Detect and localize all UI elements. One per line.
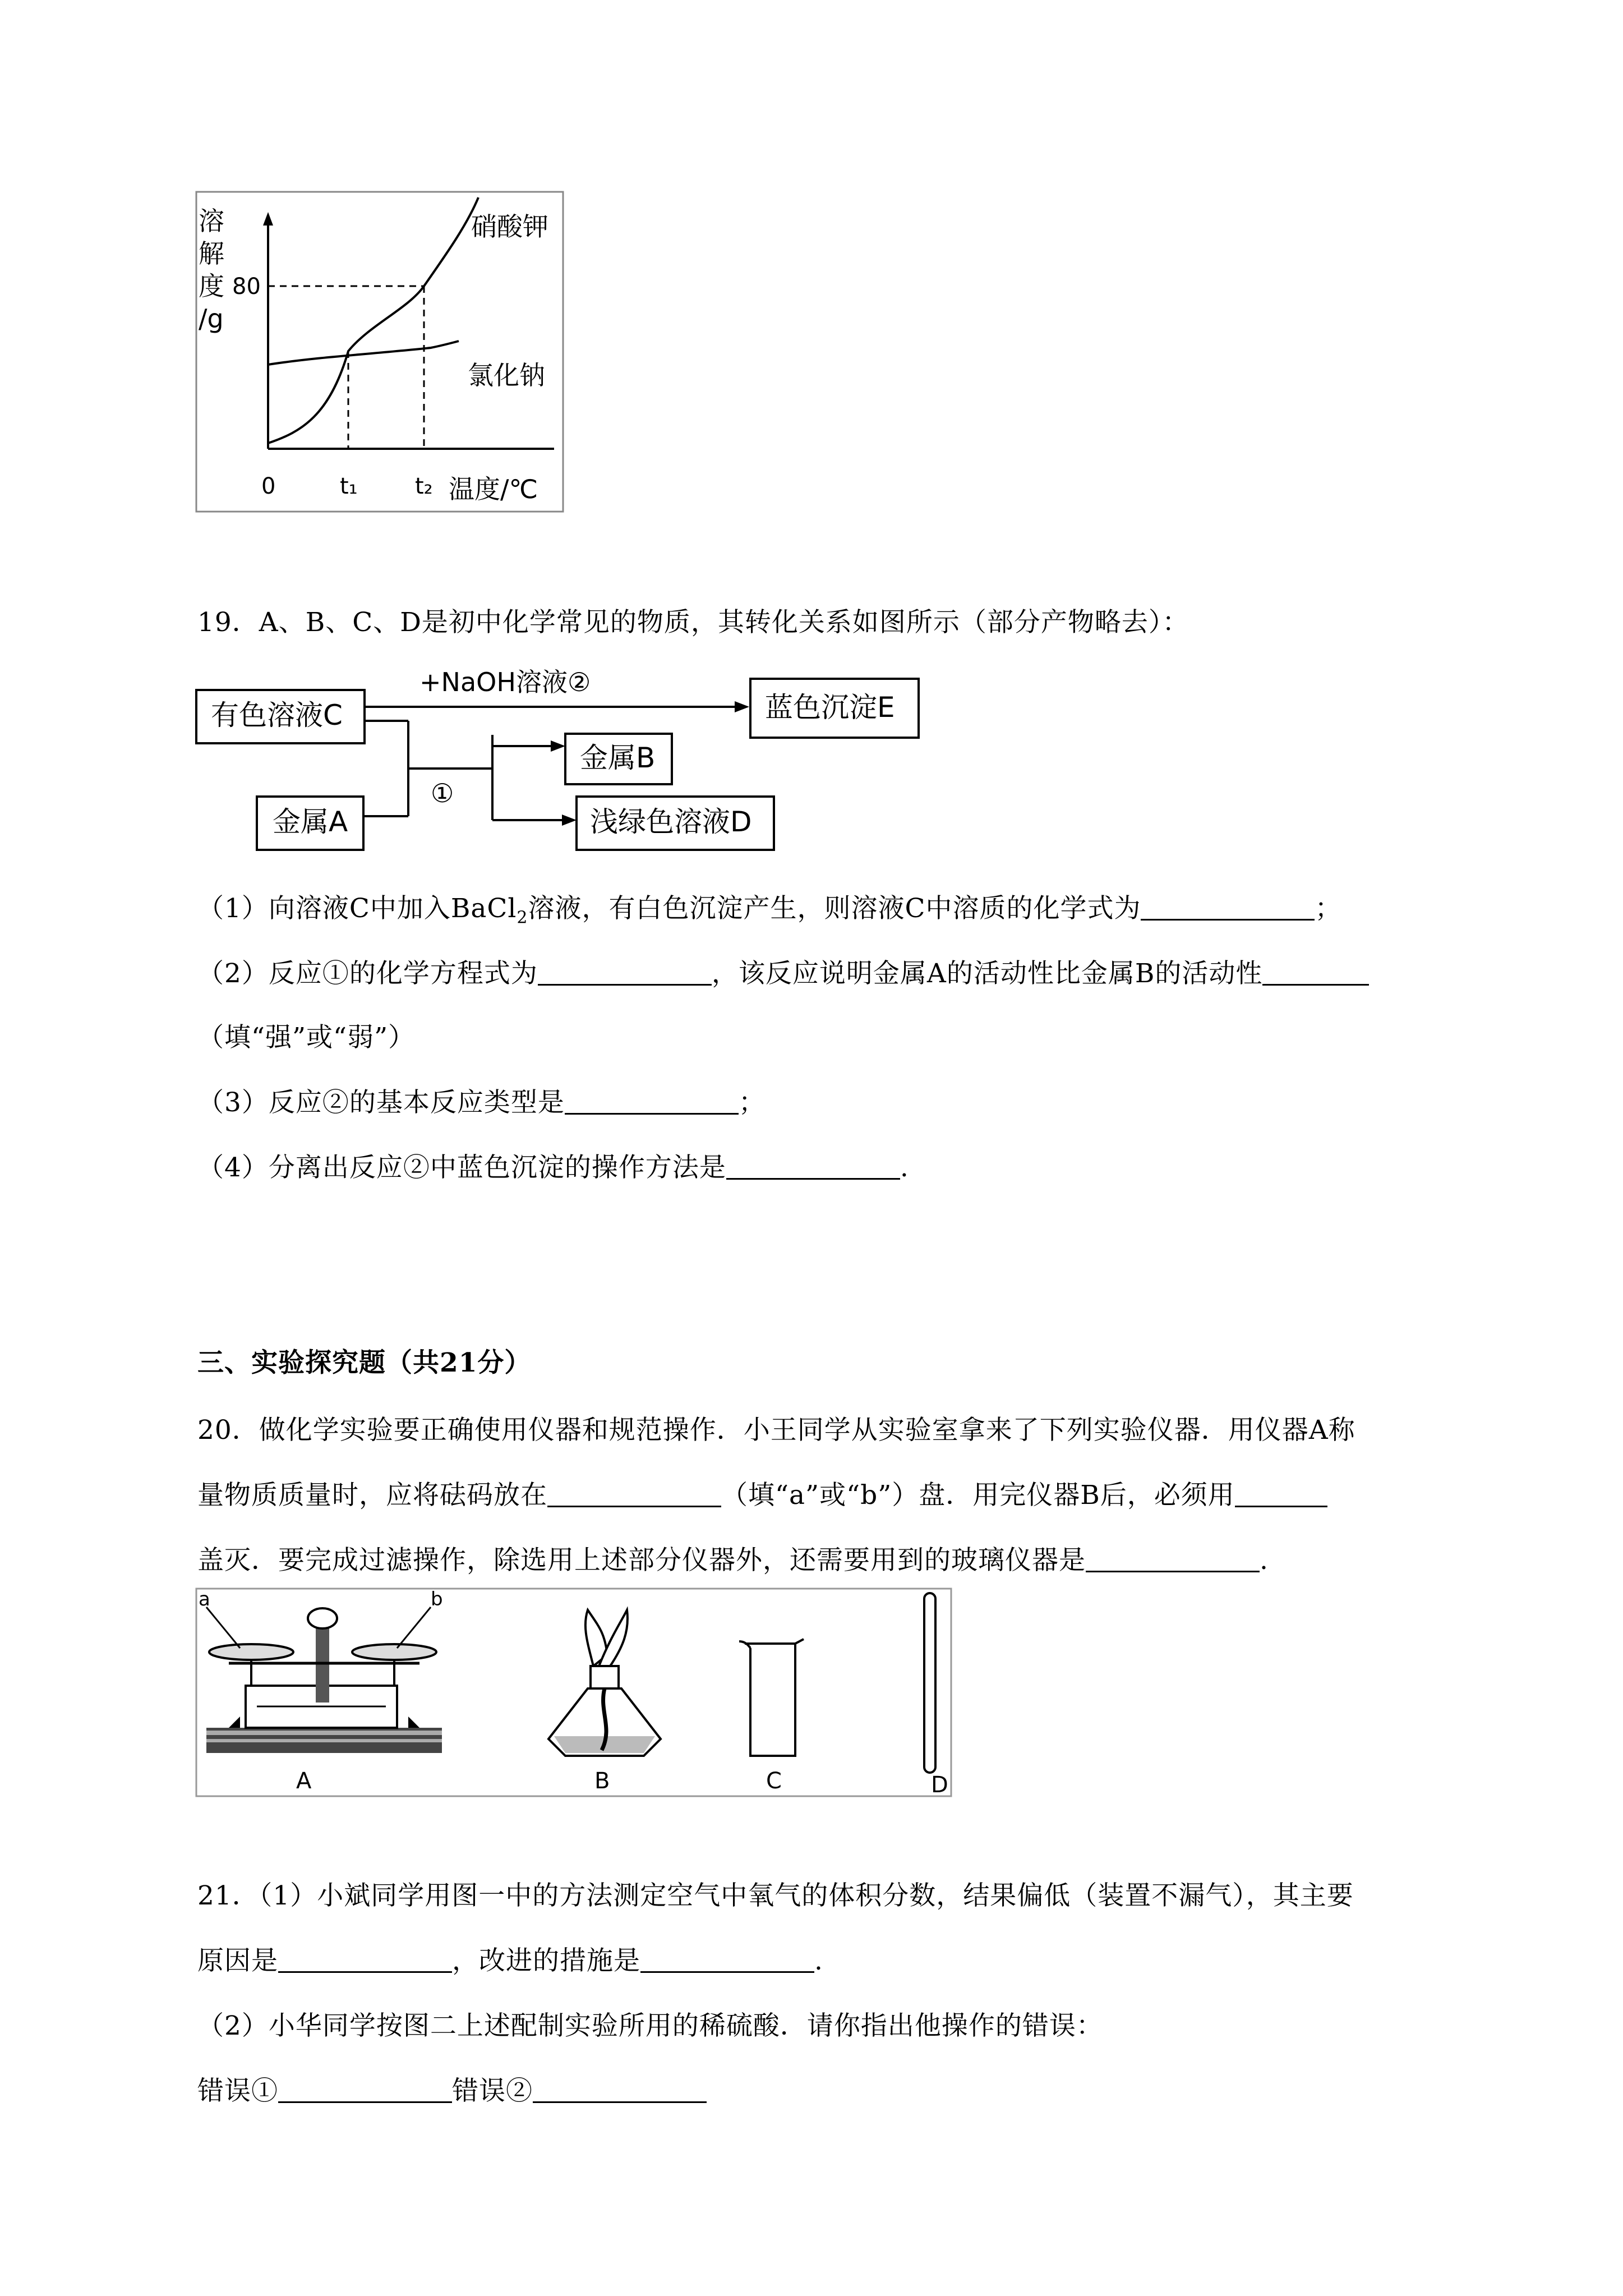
curve-potassium-nitrate [268,197,478,443]
punctuation: ； [738,1087,766,1118]
arrow2-label: +NaOH溶液② [419,667,591,697]
y-label-char: 度 [199,271,224,301]
answer-blank[interactable] [1086,1545,1260,1572]
q21-line2 [197,1944,823,1978]
answer-blank[interactable] [533,2076,707,2103]
arrow-head [562,815,577,826]
q21-text: （2）小华同学按图二上述配制实验所用的稀硫酸．请你指出他操作的错误： [197,2010,1103,2041]
arrow-head [735,701,749,712]
q21-line1 [197,1879,1354,1913]
reaction1-mark: ① [431,778,454,808]
box-metal-b-label: 金属B [580,742,656,774]
box-green-solution-d-label: 浅绿色溶液D [590,806,752,838]
error-1-label: 错误① [197,2076,278,2106]
subscript: 2 [517,908,528,928]
apparatus-label-a: A [296,1768,312,1794]
q20-text: 20．做化学实验要正确使用仪器和规范操作．小王同学从实验室拿来了下列实验仪器．用仪器A称 [197,1415,1355,1446]
q21-line3 [197,2009,1103,2043]
q19-sub2-text-2: ，该反应说明金属A的活动性比金属B的活动性 [711,958,1263,989]
answer-blank[interactable] [565,1087,739,1115]
q19-sub4 [197,1151,909,1185]
answer-blank[interactable] [278,2076,452,2103]
q19-sub1-text-2: 溶液，有白色沉淀产生，则溶液C中溶质的化学式为 [528,893,1141,924]
solubility-graph [195,191,565,516]
box-solution-c-label: 有色溶液C [211,699,343,731]
section3-heading-text: 三、实验探究题（共21分） [197,1347,532,1378]
answer-blank[interactable] [547,1480,721,1507]
q20-apparatus-figure [195,1588,952,1801]
q19-sub2-text: （2）反应①的化学方程式为 [197,958,538,989]
q20-text: 盖灭．要完成过滤操作，除选用上述部分仪器外，还需要用到的玻璃仪器是 [197,1545,1086,1576]
q19-sub1 [197,892,1341,935]
q20-text: （填“a”或“b”）盘．用完仪器B后，必须用 [721,1480,1235,1511]
punctuation: . [1260,1545,1269,1576]
answer-blank[interactable] [1262,958,1369,986]
q19-flow-diagram [195,662,924,853]
punctuation: ； [1315,893,1342,924]
q21-text: ，改进的措施是 [452,1945,640,1976]
curve-sodium-chloride [268,341,459,365]
q19-sub3 [197,1086,766,1120]
x-axis-label: 温度/℃ [449,474,538,504]
q19-sub2-cont [197,1021,415,1055]
answer-blank[interactable] [1235,1480,1327,1507]
answer-blank[interactable] [1141,893,1315,921]
curve-label-potassium-nitrate: 硝酸钾 [471,211,548,242]
answer-blank[interactable] [726,1152,900,1180]
q21-line4 [197,2074,707,2108]
q20-line3 [197,1544,1269,1577]
beaker-icon [739,1639,804,1756]
q21-text: 原因是 [197,1945,278,1976]
q19-intro-text: 19．A、B、C、D是初中化学常见的物质，其转化关系如图所示（部分产物略去）： [197,607,1189,638]
pan-b-label: b [431,1588,443,1611]
arrow-head [551,740,565,752]
q20-text: 量物质质量时，应将砝码放在 [197,1480,547,1511]
y-label-char: 溶 [199,206,224,236]
q19-sub3-text: （3）反应②的基本反应类型是 [197,1087,565,1118]
q19-sub4-text: （4）分离出反应②中蓝色沉淀的操作方法是 [197,1152,726,1183]
apparatus-label-c: C [766,1768,782,1794]
glass-rod-icon [924,1593,935,1773]
y-tick-label: 80 [232,274,261,300]
answer-blank[interactable] [640,1945,814,1973]
curve-label-sodium-chloride: 氯化钠 [468,360,545,390]
section3-heading [197,1346,531,1380]
q19-intro [197,606,1189,639]
balance-icon [206,1607,442,1753]
q19-sub2-continuation: （填“强”或“弱”） [197,1022,416,1053]
x-tick-label: t₁ [340,473,358,499]
answer-blank[interactable] [538,958,712,986]
q20-line1 [197,1414,1355,1447]
x-tick-label: 0 [261,473,276,499]
x-tick-label: t₂ [415,473,433,499]
q20-line2 [197,1479,1327,1512]
punctuation: . [900,1152,909,1183]
box-metal-a-label: 金属A [273,806,348,838]
apparatus-label-d: D [931,1772,948,1798]
pan-a-label: a [199,1588,210,1611]
answer-blank[interactable] [278,1945,452,1973]
y-label-char: 解 [199,238,224,269]
q21-text: 21．（1）小斌同学用图一中的方法测定空气中氧气的体积分数，结果偏低（装置不漏气），其主要 [197,1880,1354,1911]
apparatus-label-b: B [594,1768,610,1794]
q19-sub2 [197,957,1369,991]
y-label-char: /g [199,303,224,334]
y-axis-arrow [263,212,273,226]
box-blue-precipitate-e-label: 蓝色沉淀E [765,691,895,724]
q19-sub1-text: （1）向溶液C中加入BaCl [197,893,517,924]
error-2-label: 错误② [452,2076,533,2106]
alcohol-lamp-icon [548,1610,661,1756]
punctuation: . [814,1945,823,1976]
